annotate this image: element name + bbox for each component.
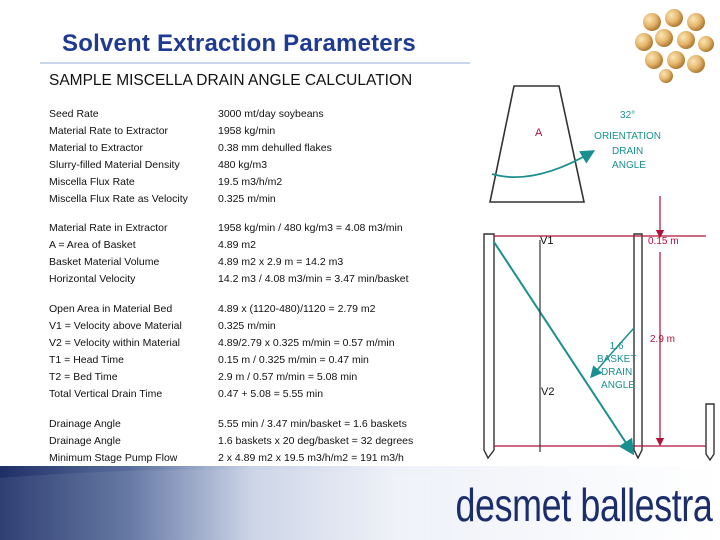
orientation-line: DRAIN xyxy=(612,146,644,157)
drain-angle-diagram xyxy=(474,84,720,464)
orientation-label xyxy=(594,110,664,171)
row-value: 0.325 m/min xyxy=(218,320,276,332)
row-value: 0.47 + 5.08 = 5.55 min xyxy=(218,388,324,400)
row-value: 14.2 m3 / 4.08 m3/min = 3.47 min/basket xyxy=(218,273,409,285)
row-value: 1.6 baskets x 20 deg/basket = 32 degrees xyxy=(218,435,414,447)
row-value: 2.9 m / 0.57 m/min = 5.08 min xyxy=(218,371,358,383)
row-label: Open Area in Material Bed xyxy=(49,303,173,315)
basket-right-wall xyxy=(634,234,642,458)
head-dimension-label: 0.15 m xyxy=(648,236,679,247)
row-value: 0.325 m/min xyxy=(218,193,276,205)
slide-title: Solvent Extraction Parameters xyxy=(62,30,416,57)
row-value: 0.15 m / 0.325 m/min = 0.47 min xyxy=(218,354,369,366)
basket-angle-line: DRAIN xyxy=(601,367,633,378)
label-area-a: A xyxy=(535,127,543,139)
row-label: V1 = Velocity above Material xyxy=(49,320,182,332)
row-label: A = Area of Basket xyxy=(49,239,136,251)
row-label: Miscella Flux Rate as Velocity xyxy=(49,193,188,205)
row-label: Material Rate in Extractor xyxy=(49,222,168,234)
orientation-line: ORIENTATION xyxy=(594,131,662,142)
orientation-line: ANGLE xyxy=(612,160,646,171)
row-label: Seed Rate xyxy=(49,108,99,120)
row-value: 4.89 m2 xyxy=(218,239,256,251)
brand-logo-text: desmet ballestra xyxy=(454,479,712,531)
row-value: 4.89 m2 x 2.9 m = 14.2 m3 xyxy=(218,256,344,268)
row-value: 4.89/2.79 x 0.325 m/min = 0.57 m/min xyxy=(218,337,395,349)
basket-angle-label xyxy=(597,341,639,391)
row-value: 1958 kg/min / 480 kg/m3 = 4.08 m3/min xyxy=(218,222,403,234)
row-label: Slurry-filled Material Density xyxy=(49,159,180,171)
row-value: 19.5 m3/h/m2 xyxy=(218,176,283,188)
basket-far-wall xyxy=(706,404,714,460)
row-label: Horizontal Velocity xyxy=(49,273,136,285)
row-value: 2 x 4.89 m2 x 19.5 m3/h/m2 = 191 m3/h xyxy=(218,452,404,464)
row-label: V2 = Velocity within Material xyxy=(49,337,181,349)
calculation-subtitle: SAMPLE MISCELLA DRAIN ANGLE CALCULATION xyxy=(49,72,413,89)
basket-angle-line: ANGLE xyxy=(601,380,635,391)
row-label: Drainage Angle xyxy=(49,435,121,447)
row-value: 4.89 x (1120-480)/1120 = 2.79 m2 xyxy=(218,303,376,315)
row-value: 480 kg/m3 xyxy=(218,159,268,171)
row-value: 0.38 mm dehulled flakes xyxy=(218,142,332,154)
row-label: Basket Material Volume xyxy=(49,256,160,268)
row-label: T1 = Head Time xyxy=(49,354,124,366)
row-label: Material Rate to Extractor xyxy=(49,125,169,137)
row-label: Miscella Flux Rate xyxy=(49,176,135,188)
label-v2: V2 xyxy=(541,386,555,398)
row-label: T2 = Bed Time xyxy=(49,371,118,383)
row-value: 3000 mt/day soybeans xyxy=(218,108,324,120)
basket-angle-line: BASKET xyxy=(596,354,637,365)
row-label: Drainage Angle xyxy=(49,418,121,430)
orientation-arrow xyxy=(492,152,592,177)
row-label: Minimum Stage Pump Flow xyxy=(49,452,178,464)
row-value: 5.55 min / 3.47 min/basket = 1.6 baskets xyxy=(218,418,407,430)
bed-dimension-label: 2.9 m xyxy=(650,334,676,345)
row-value: 1958 kg/min xyxy=(218,125,276,137)
title-underline xyxy=(40,62,470,64)
soybeans-image xyxy=(630,8,715,83)
row-label: Total Vertical Drain Time xyxy=(49,388,163,400)
row-label: Material to Extractor xyxy=(49,142,143,154)
orientation-line: 32° xyxy=(620,110,636,121)
basket-angle-line: 1.6 xyxy=(609,341,624,352)
basket-top-outline xyxy=(490,86,584,202)
basket-left-wall xyxy=(484,234,494,458)
label-v1: V1 xyxy=(540,235,554,247)
